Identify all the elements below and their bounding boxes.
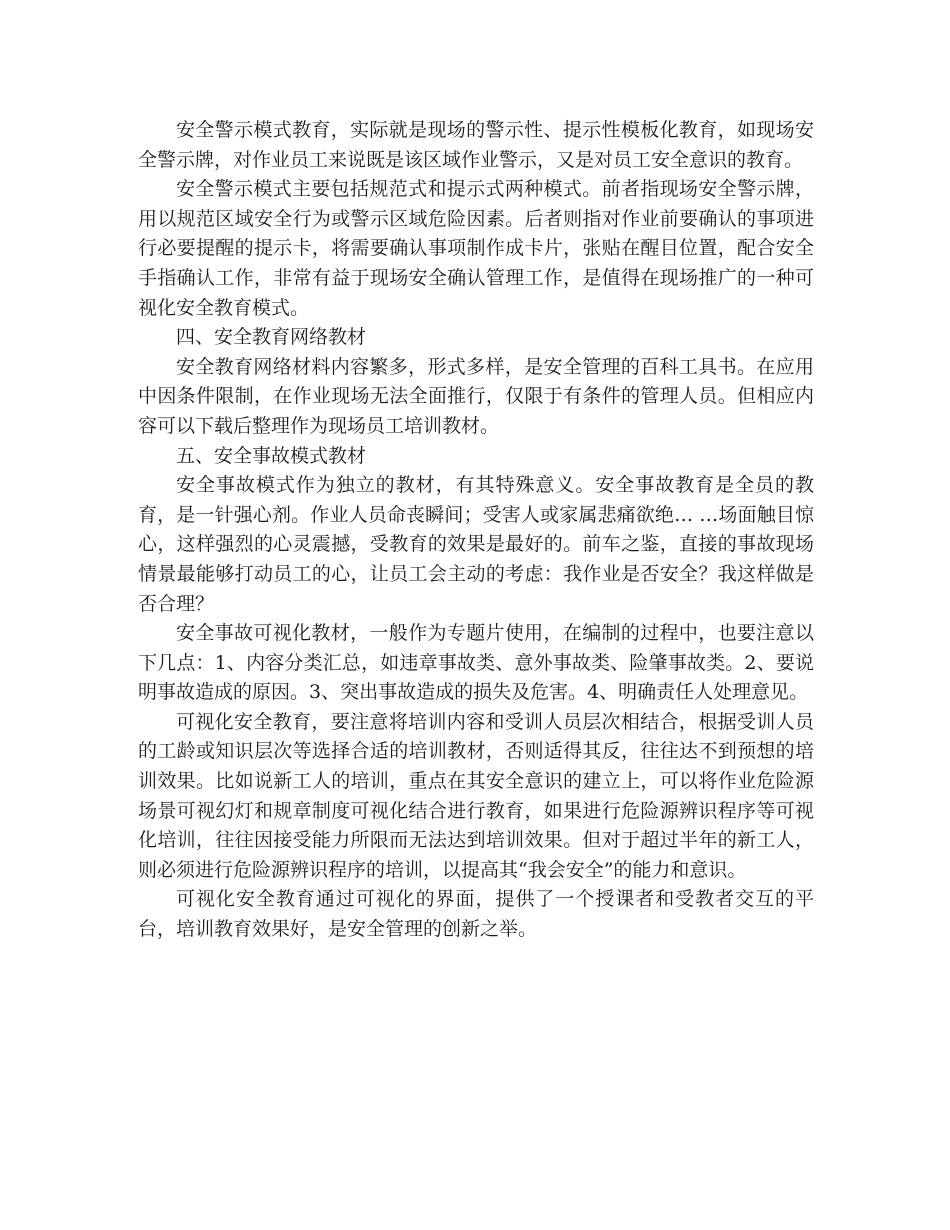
section-heading-accident-materials: 五、安全事故模式教材	[176, 444, 367, 467]
paragraph-warning-mode-intro: 安全警示模式教育，实际就是现场的警示性、提示性模板化教育，如现场安全警示牌，对作业员工来说既是该区域作业警示，又是对员工安全意识的教育。	[138, 119, 814, 171]
paragraph-conclusion: 可视化安全教育通过可视化的界面，提供了一个授课者和受教者交互的平台，培训教育效果好，是安全管理的创新之举。	[138, 888, 814, 941]
document-body	[138, 116, 814, 945]
paragraph-accident-mode: 安全事故模式作为独立的教材，有其特殊意义。安全事故教育是全员的教育，是一针强心剂。作业人员命丧瞬间；受害人或家属悲痛欲绝… …场面触目惊心，这样强烈的心灵震撼，受教育的效果是最好的。前车之鉴，直接的事故现场情景最能够打动员工的心，让员工会主动的考虑：我作业是否安全？我这样做是否合理？	[138, 474, 814, 615]
section-heading-network-materials: 四、安全教育网络教材	[176, 326, 367, 349]
paragraph-network-materials: 安全教育网络材料内容繁多，形式多样，是安全管理的百科工具书。在应用中因条件限制，在作业现场无法全面推行，仅限于有条件的管理人员。但相应内容可以下载后整理作为现场员工培训教材。	[138, 355, 814, 437]
paragraph-training-levels: 可视化安全教育，要注意将培训内容和受训人员层次相结合，根据受训人员的工龄或知识层次等选择合适的培训教材，否则适得其反，往往达不到预想的培训效果。比如说新工人的培训，重点在其安全意识的建立上，可以将作业危险源场景可视幻灯和规章制度可视化结合进行教育，如果进行危险源辨识程序等可视化培训，往往因接受能力所限而无法达到培训效果。但对于超过半年的新工人，则必须进行危险源辨识程序的培训，以提高其“我会安全”的能力和意识。	[138, 710, 814, 881]
paragraph-warning-mode-types: 安全警示模式主要包括规范式和提示式两种模式。前者指现场安全警示牌，用以规范区域安全行为或警示区域危险因素。后者则指对作业前要确认的事项进行必要提醒的提示卡，将需要确认事项制作成卡片，张贴在醒目位置，配合安全手指确认工作，非常有益于现场安全确认管理工作，是值得在现场推广的一种可视化安全教育模式。	[138, 178, 814, 319]
paragraph-accident-visual-materials: 安全事故可视化教材，一般作为专题片使用，在编制的过程中，也要注意以下几点：1、内容分类汇总，如违章事故类、意外事故类、险肇事故类。2、要说明事故造成的原因。3、突出事故造成的损失及危害。4、明确责任人处理意见。	[138, 622, 814, 704]
